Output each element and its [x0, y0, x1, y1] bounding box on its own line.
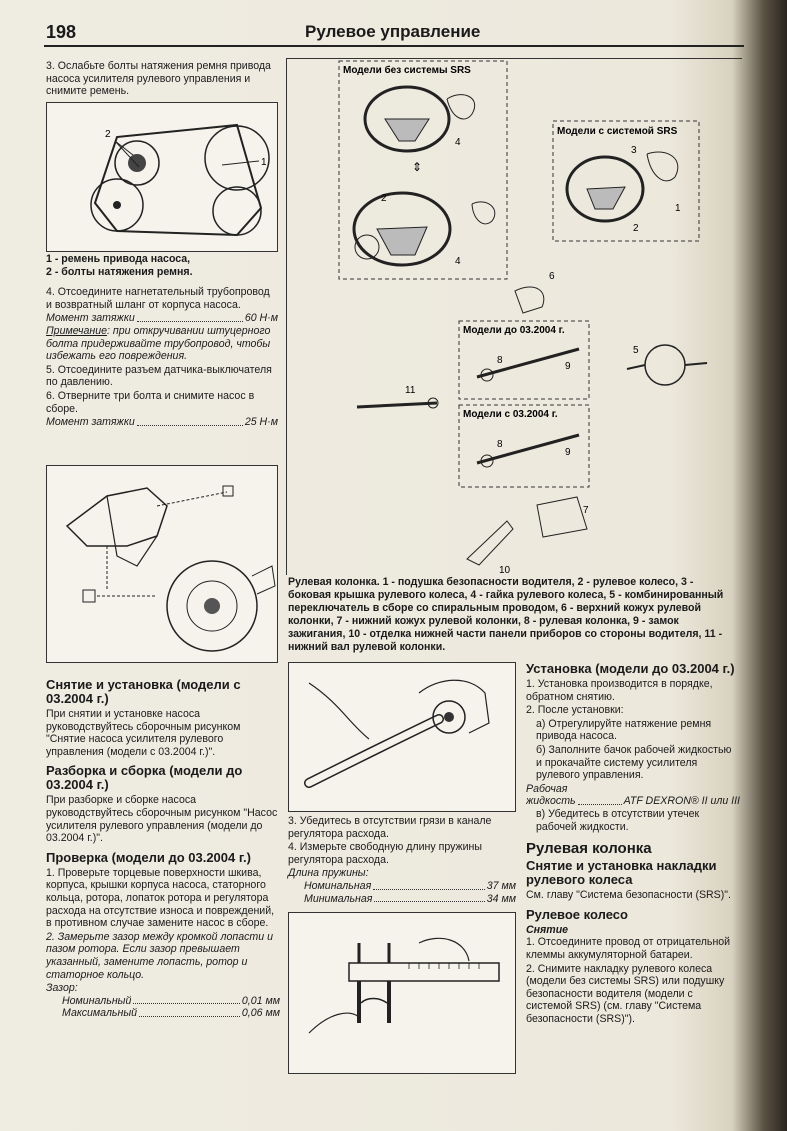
spring-label: Длина пружины: [288, 867, 369, 880]
step-6-text: 6. Отверните три болта и снимите насос в сборе. [46, 389, 255, 415]
wheel-step-1: 1. Отсоедините провод от отрицательной клеммы аккумуляторной батареи. [526, 936, 731, 961]
steering-column-figure [286, 58, 742, 575]
torque-spec-2 [46, 416, 278, 429]
left-column-top [46, 60, 278, 99]
wheel-step-2: 2. Снимите накладку рулевого колеса (модели без системы SRS) или подушку безопасности водителя (модели с системой SRS) (см. главу "Система безопасности (SRS)"). [526, 962, 725, 1025]
removal-heading: Снятие и установка (модели с 03.2004 г.) [46, 677, 241, 706]
callout-9b: 9 [565, 447, 571, 458]
spring-nominal-value: 37 мм [486, 879, 516, 892]
fig1-callout-2: 2 [105, 129, 111, 140]
pump-figure [46, 465, 278, 663]
note-label: Примечание [46, 324, 108, 337]
callout-2b: 2 [633, 223, 639, 234]
column-heading: Рулевая колонка [526, 840, 652, 858]
fig1-callout-1: 1 [261, 157, 267, 168]
torque-1-label: Момент затяжки [46, 312, 135, 325]
fluid-label-2: жидкость [526, 795, 576, 808]
install-step-2c: в) Убедитесь в отсутствии утечек рабочей жидкости. [536, 807, 700, 833]
callout-2a: 2 [381, 193, 387, 204]
steering-column-caption: Рулевая колонка. 1 - подушка безопасности водителя, 2 - рулевое колесо, 3 - боковая крышка рулевого колеса, 4 - гайка рулевого колеса, 5 - комбинированный переключатель в сборе со спиральным проводом, 6 - верхний кожух рулевой колонки, 7 - нижний кожух рулевой колонки, 8 - рулевая колонка, 9 - замок зажигания, 10 - отделка нижней части панели приборов со стороны водителя, 11 - нижний вал рулевой колонки. [288, 576, 724, 653]
removal-text: При снятии и установке насоса руководствуйтесь сборочным рисунком "Снятие насоса усилителя рулевого управления (модели с 03.2004 г.)". [46, 708, 241, 758]
install-heading: Установка (модели до 03.2004 г.) [526, 662, 735, 676]
callout-6: 6 [549, 271, 555, 282]
callout-11: 11 [405, 385, 416, 396]
torque-2-value: 25 Н·м [244, 416, 278, 429]
spring-minimum-value: 34 мм [486, 892, 516, 905]
page-title: Рулевое управление [305, 22, 481, 41]
gap-maximum-value: 0,06 мм [241, 1007, 280, 1020]
step-3-text: 3. Ослабьте болты натяжения ремня привода насоса усилителя рулевого управления и снимите ремень. [46, 60, 271, 98]
middle-step-4: 4. Измерьте свободную длину пружины регулятора расхода. [288, 841, 482, 866]
fluid-value: ATF DEXRON® II или III [623, 795, 740, 808]
check-heading: Проверка (модели до 03.2004 г.) [46, 849, 251, 865]
install-step-1: 1. Установка производится в порядке, обратном снятию. [526, 678, 713, 703]
fluid-label-1: Рабочая [526, 782, 568, 795]
fluid-spec [526, 795, 740, 808]
caliper-drawing [289, 913, 515, 1073]
box-title-srs: Модели с системой SRS [557, 126, 678, 137]
spring-nominal [288, 880, 516, 893]
callout-3: 3 [631, 145, 637, 156]
fig1-caption-2: 2 - болты натяжения ремня. [46, 265, 193, 278]
page-number: 198 [46, 22, 77, 42]
note [46, 325, 278, 363]
gap-maximum-label: Максимальный [62, 1007, 138, 1020]
callout-4b: 4 [455, 256, 461, 267]
caliper-figure [288, 912, 516, 1074]
callout-5: 5 [633, 345, 639, 356]
pad-text: См. главу "Система безопасности (SRS)". [526, 889, 731, 902]
pad-heading: Снятие и установка накладки рулевого колеса [526, 858, 717, 888]
arrow-glyph: ⇕ [412, 160, 423, 174]
middle-step-3: 3. Убедитесь в отсутствии грязи в канале регулятора расхода. [288, 815, 492, 840]
disassembly-heading: Разборка и сборка (модели до 03.2004 г.) [46, 763, 243, 793]
spring-minimum [288, 893, 516, 906]
install-step-2a: а) Отрегулируйте натяжение ремня привода насоса. [536, 717, 712, 743]
callout-10: 10 [499, 565, 511, 575]
wheel-subheading: Снятие [526, 923, 569, 936]
step-4-text: 4. Отсоедините нагнетательный трубопровод и возвратный шланг от корпуса насоса. [46, 286, 270, 311]
gap-maximum [46, 1007, 280, 1020]
note-text: : при откручивании штуцерного болта придерживайте трубопровод, чтобы избежать его повреждения. [46, 324, 271, 363]
install-step-2: 2. После установки: [526, 704, 624, 717]
check-step-2: 2. Замерьте зазор между кромкой лопасти и пазом ротора. Если зазор превышает указанный, замените лопасть, ротор и статорное кольцо. [46, 930, 273, 981]
box-title-after-2004: Модели с 03.2004 г. [463, 409, 558, 420]
step-5-text: 5. Отсоедините разъем датчика-выключателя по давлению. [46, 363, 272, 389]
box-title-before-2004: Модели до 03.2004 г. [463, 325, 565, 336]
steering-column-drawing [287, 59, 742, 575]
box-title-no-srs: Модели без системы SRS [343, 65, 471, 76]
left-column-bottom [46, 672, 280, 1020]
middle-column-text [288, 815, 516, 905]
callout-7: 7 [583, 505, 589, 516]
callout-1: 1 [675, 203, 681, 214]
spring-minimum-label: Минимальная [304, 892, 373, 905]
check-step-1: 1. Проверьте торцевые поверхности шкива, корпуса, крышки корпуса насоса, статорного кольца, ротора, лопаток ротора и регулятора расхода на отсутствие износа и повреждений, в противном случае замените насос в сборе. [46, 866, 275, 930]
left-column-mid [46, 253, 278, 429]
wheel-heading: Рулевое колесо [526, 906, 628, 922]
gap-nominal-label: Номинальный [62, 994, 132, 1007]
belt-figure [46, 102, 278, 252]
callout-8b: 8 [497, 439, 503, 450]
gap-nominal [46, 995, 280, 1008]
callout-8a: 8 [497, 355, 503, 366]
disassembly-text: При разборке и сборке насоса руководствуйтесь сборочным рисунком "Насос усилителя рулевого управления (модели до 03.2004 г.)". [46, 794, 278, 845]
torque-2-label: Момент затяжки [46, 416, 135, 429]
torque-1-value: 60 Н·м [244, 312, 278, 325]
pump-drawing [47, 466, 277, 662]
torque-spec-1 [46, 312, 278, 325]
flow-regulator-drawing [289, 663, 515, 811]
install-step-2b: б) Заполните бачок рабочей жидкостью и прокачайте систему усилителя рулевого управления. [536, 743, 732, 782]
belt-drawing [47, 103, 277, 251]
flow-regulator-figure [288, 662, 516, 812]
spring-nominal-label: Номинальная [304, 879, 372, 892]
right-column [526, 662, 740, 1026]
header-rule [44, 45, 744, 47]
gap-label: Зазор: [46, 982, 78, 995]
gap-nominal-value: 0,01 мм [241, 994, 280, 1007]
fig1-caption-1: 1 - ремень привода насоса, [46, 253, 191, 265]
callout-9a: 9 [565, 361, 571, 372]
callout-4a: 4 [455, 137, 461, 148]
